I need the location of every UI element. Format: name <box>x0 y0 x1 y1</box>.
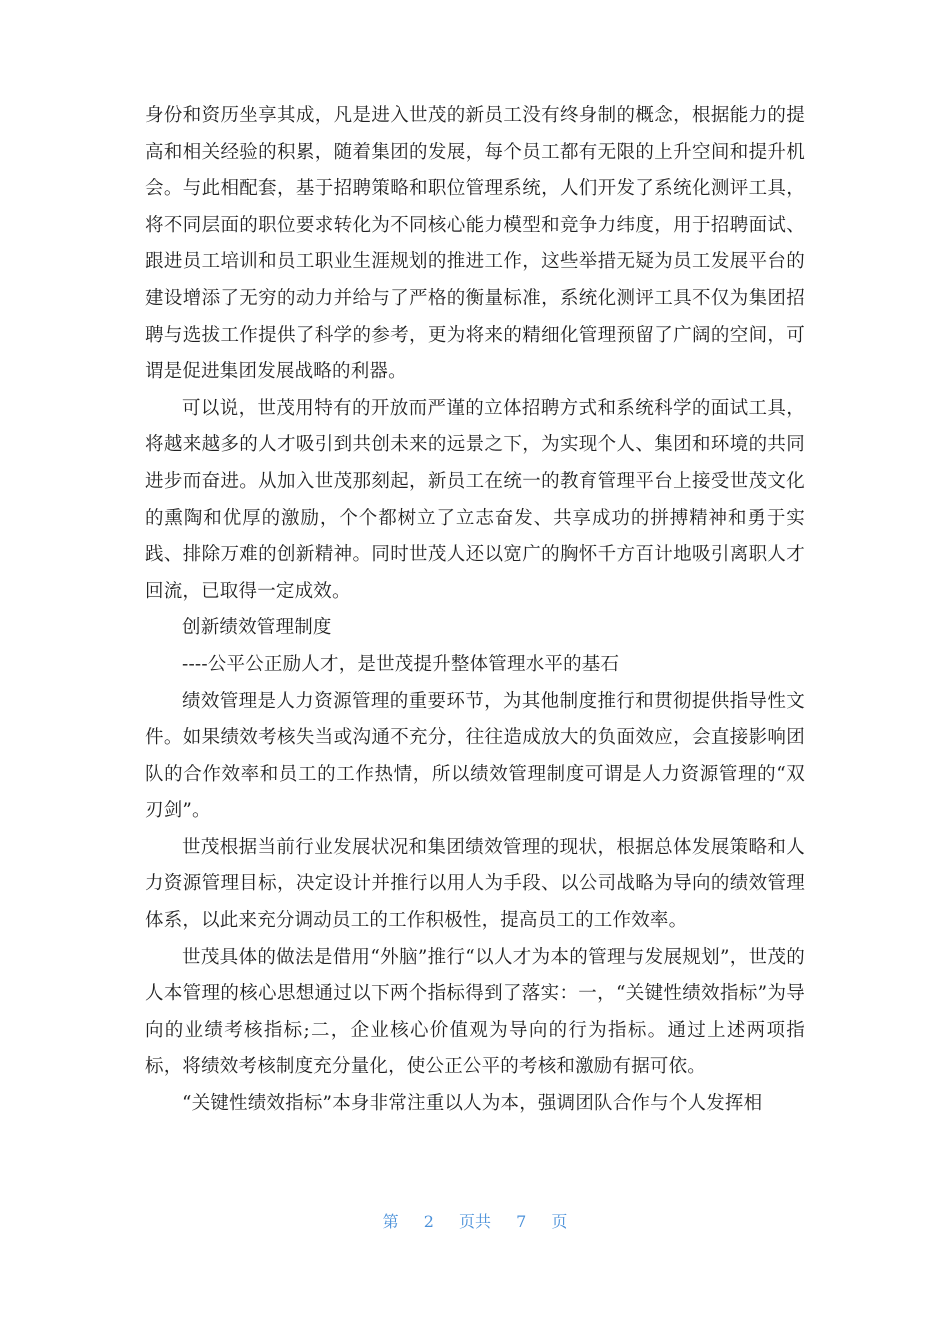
paragraph-5: 世茂具体的做法是借用“外脑”推行“以人才为本的管理与发展规划”，世茂的人本管理的核心思想通过以下两个指标得到了落实：一，“关键性绩效指标”为导向的业绩考核指标;二，企业核心价值观为导向的行为指标。通过上述两项指标，将绩效考核制度充分量化，使公正公平的考核和激励有据可依。 <box>145 946 805 1078</box>
footer-suffix: 页 <box>551 1212 568 1231</box>
footer-prefix: 第 <box>382 1212 399 1231</box>
document-body <box>145 98 805 1123</box>
page-footer <box>0 1210 950 1234</box>
footer-total-pages: 7 <box>516 1212 527 1231</box>
paragraph-3: 绩效管理是人力资源管理的重要环节，为其他制度推行和贯彻提供指导性文件。如果绩效考核失当或沟通不充分，往往造成放大的负面效应，会直接影响团队的合作效率和员工的工作热情，所以绩效管理制度可谓是人力资源管理的“双刃剑”。 <box>145 690 805 822</box>
footer-current-page: 2 <box>423 1212 434 1231</box>
paragraph-6: “关键性绩效指标”本身非常注重以人为本，强调团队合作与个人发挥相 <box>182 1093 763 1115</box>
section-heading: 创新绩效管理制度 <box>182 617 332 639</box>
footer-middle: 页共 <box>458 1212 491 1231</box>
paragraph-2: 可以说，世茂用特有的开放而严谨的立体招聘方式和系统科学的面试工具，将越来越多的人才吸引到共创未来的远景之下，为实现个人、集团和环境的共同进步而奋进。从加入世茂那刻起，新员工在统一的教育管理平台上接受世茂文化的熏陶和优厚的激励，个个都树立了立志奋发、共享成功的拼搏精神和勇于实践、排除万难的创新精神。同时世茂人还以宽广的胸怀千方百计地吸引离职人才回流，已取得一定成效。 <box>145 397 805 602</box>
paragraph-4: 世茂根据当前行业发展状况和集团绩效管理的现状，根据总体发展策略和人力资源管理目标，决定设计并推行以用人为手段、以公司战略为导向的绩效管理体系，以此来充分调动员工的工作积极性，提高员工的工作效率。 <box>145 836 805 932</box>
section-subheading: ----公平公正励人才，是世茂提升整体管理水平的基石 <box>182 653 620 675</box>
paragraph-1: 身份和资历坐享其成，凡是进入世茂的新员工没有终身制的概念，根据能力的提高和相关经验的积累，随着集团的发展，每个员工都有无限的上升空间和提升机会。与此相配套，基于招聘策略和职位管理系统，人们开发了系统化测评工具，将不同层面的职位要求转化为不同核心能力模型和竞争力纬度，用于招聘面试、跟进员工培训和员工职业生涯规划的推进工作，这些举措无疑为员工发展平台的建设增添了无穷的动力并给与了严格的衡量标准，系统化测评工具不仅为集团招聘与选拔工作提供了科学的参考，更为将来的精细化管理预留了广阔的空间，可谓是促进集团发展战略的利器。 <box>145 105 805 383</box>
